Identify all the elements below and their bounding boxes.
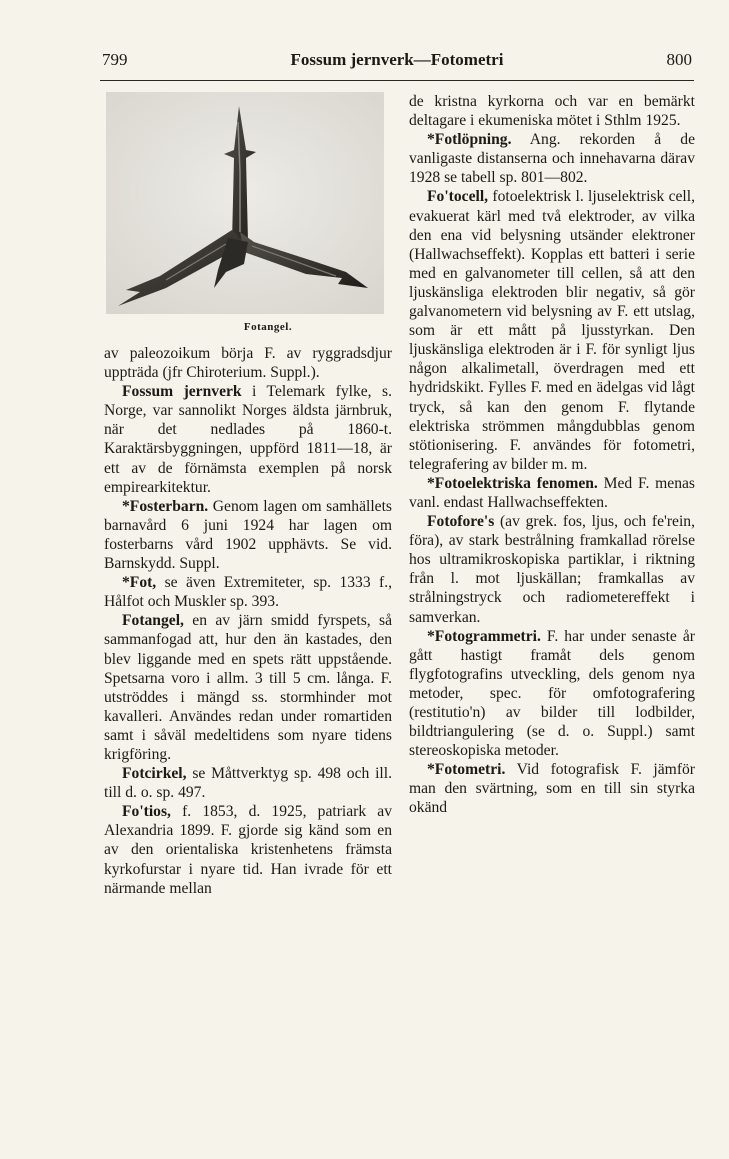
entry-fotlopning: *Fotlöpning. Ang. rekorden å de vanligaste distanserna och innehavarna därav 1928 se tabell sp. 801—802.: [409, 131, 695, 187]
right-column: [409, 92, 695, 818]
entry-fossum-jernverk: Fossum jernverk i Telemark fylke, s. Norge, var sannolikt Norges äldsta järnbruk, när det nedlades på 1860-t. Karaktärsbyggningen, uppförd 1811—18, är ett av de förnämsta exemplen på norsk empirearkitektur.: [104, 383, 392, 496]
entry-fotometri: *Fotometri. Vid fotografisk F. jämför man den svärtning, som en till sin styrka okänd: [409, 761, 695, 817]
running-header: [100, 48, 694, 76]
left-column: [104, 92, 392, 898]
entry-fotios: Fo'tios, f. 1853, d. 1925, patriark av Alexandria 1899. F. gjorde sig känd som en av den orientaliska kristenhetens främsta kyrkofurstar i nyare tid. Han ivrade för ett närmande mellan: [104, 803, 392, 897]
caltrop-image: [106, 92, 384, 314]
entry-fotoelektriska-fenomen: *Fotoelektriska fenomen. Med F. menas vanl. endast Hallwachseffekten.: [409, 474, 695, 511]
entry-fotocell: Fo'tocell, fotoelektrisk l. ljuselektrisk cell, evakuerat kärl med två elektroder, av vilka den ena vid belysning utsänder elektroner (Hallwachseffekt). Kopplas ett batteri i serie med en galvanometer till cellen, så att den ljuskänsliga elektroden blir negativ, så gör galvanometern vid belysning av F. ett utslag, som är ett mått på ljusstyrkan. Den ljuskänsliga elektroden är i F. för synligt ljus någon alkalimetall, överdragen med ett hydridskikt. Fylles F. med en ädelgas vid lågt tryck, så kan den genom F. flytande elektriska strömmen mångdubblas genom stötionisering. F. användes för fotometri, telegrafering av bilder m. m.: [409, 188, 695, 473]
figure-caption: Fotangel.: [243, 321, 293, 333]
entry-fotcirkel: Fotcirkel, se Måttverktyg sp. 498 och ill. till d. o. sp. 497.: [104, 765, 392, 802]
header-rule: [100, 80, 694, 81]
entry-fotangel: Fotangel, en av järn smidd fyrspets, så sammanfogad att, hur den än kastades, den blev liggande med en spets rätt uppstående. Spetsarna voro i allm. 3 till 5 cm. långa. F. utströddes i mängd ss. stormhinder mot kavalleri. Användes redan under romartiden samt i såväl medeltidens som nyare tidens krigföring.: [104, 612, 392, 763]
entry-fosterbarn: *Fosterbarn. Genom lagen om samhällets barnavård 6 juni 1924 har lagen om fosterbarns vård 1902 upphävts. Se vid. Barnskydd. Suppl.: [104, 497, 392, 573]
entry-continuation-right: de kristna kyrkorna och var en bemärkt deltagare i ekumeniska mötet i Sthlm 1925.: [409, 93, 695, 130]
entry-fot: *Fot, se även Extremiteter, sp. 1333 f., Hålfot och Muskler sp. 393.: [104, 574, 392, 611]
running-title: Fossum jernverk—Fotometri: [290, 50, 504, 69]
entry-fotogrammetri: *Fotogrammetri. F. har under senaste år gått hastigt framåt dels genom flygfotografins utveckling, dels genom nya metoder, spec. för omfotografering (restitutio'n) av bilder till lodbilder, bildtriangulering (se d. o. Suppl.) samt stereoskopiska metoder.: [409, 627, 695, 760]
entry-continuation: av paleozoikum börja F. av ryggradsdjur uppträda (jfr Chiroterium. Suppl.).: [104, 345, 392, 382]
entry-fotofores: Fotofore's (av grek. fos, ljus, och fe'rein, föra), av stark bestrålning framkallad rörelse hos ultramikroskopiska partiklar, i riktning från l. mot ljuskällan; framkallas av strålningstryck och radiometereffekt i samverkan.: [409, 513, 695, 626]
page-number-right: 800: [666, 50, 692, 69]
page-number-left: 799: [102, 50, 128, 69]
caltrop-drawing: [106, 92, 384, 314]
